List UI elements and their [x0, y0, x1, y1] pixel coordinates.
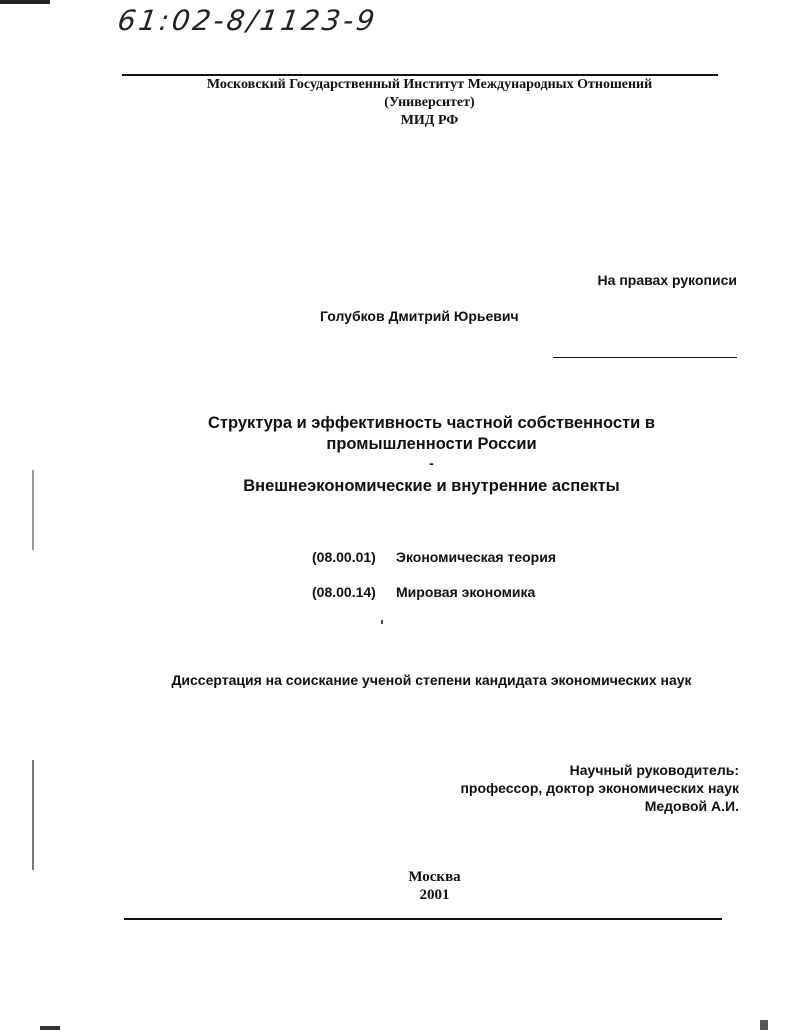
binding-mark	[32, 760, 34, 870]
handwritten-archive-code: 61:02-8/1123-9	[115, 4, 380, 37]
supervisor-title: профессор, доктор экономических наук	[460, 780, 739, 796]
specialty-name: Мировая экономика	[396, 584, 536, 600]
city: Москва	[408, 869, 461, 885]
specialty-name: Экономическая теория	[396, 549, 557, 565]
title-line-1: Структура и эффективность частной собственности в	[208, 414, 655, 432]
signature-line	[553, 357, 737, 358]
binding-mark	[32, 470, 34, 550]
supervisor-name: Медовой А.И.	[644, 798, 739, 814]
dissertation-note: Диссертация на соискание ученой степени кандидата экономических наук	[171, 672, 692, 688]
specialty-code: (08.00.01)	[312, 549, 376, 565]
title-line-2: промышленности России	[326, 435, 537, 453]
year: 2001	[419, 887, 450, 903]
author-name: Голубков Дмитрий Юрьевич	[320, 308, 519, 324]
supervisor-label: Научный руководитель:	[569, 762, 739, 778]
scan-dot-mark	[381, 620, 383, 624]
manuscript-note: На правах рукописи	[597, 272, 737, 288]
institution-name: Московский Государственный Институт Международных Отношений	[206, 77, 653, 92]
title-line-3: Внешнеэкономические и внутренние аспекты	[243, 477, 620, 495]
scan-bottom-mark	[760, 1020, 768, 1030]
institution-ministry: МИД РФ	[400, 113, 459, 128]
scan-bottom-mark	[40, 1026, 60, 1030]
institution-subtitle: (Университет)	[384, 95, 475, 110]
specialty-code: (08.00.14)	[312, 584, 376, 600]
scan-corner-mark	[0, 0, 50, 4]
bottom-rule	[124, 918, 722, 920]
title-separator: -	[429, 455, 434, 471]
top-rule	[122, 74, 718, 76]
